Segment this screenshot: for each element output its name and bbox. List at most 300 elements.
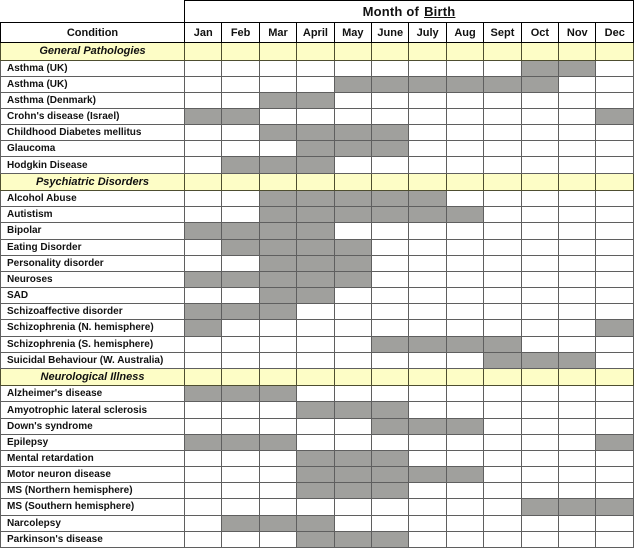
month-cell-sept [484, 418, 521, 434]
month-cell-april-shaded [297, 271, 334, 287]
month-cell-may-shaded [334, 239, 371, 255]
section-cell-sept [484, 43, 521, 61]
month-cell-april-shaded [297, 483, 334, 499]
month-cell-jan [185, 531, 222, 547]
condition-row-motor-neuron-disease [1, 467, 634, 483]
condition-row-autistism [1, 207, 634, 223]
month-cell-feb [222, 141, 259, 157]
condition-label: SAD [1, 288, 185, 304]
month-cell-dec [596, 223, 634, 239]
month-cell-july [409, 92, 446, 108]
month-cell-oct [521, 483, 558, 499]
month-cell-nov [559, 336, 596, 352]
month-cell-oct [521, 336, 558, 352]
section-cell-april [297, 368, 334, 386]
condition-row-alcohol-abuse [1, 191, 634, 207]
month-cell-oct [521, 418, 558, 434]
month-cell-aug [446, 515, 483, 531]
month-header-sept: Sept [484, 23, 521, 43]
month-cell-jan [185, 255, 222, 271]
month-cell-june [372, 239, 409, 255]
month-cell-july [409, 60, 446, 76]
condition-label: Asthma (Denmark) [1, 92, 185, 108]
condition-label: Down's syndrome [1, 418, 185, 434]
month-cell-april-shaded [297, 450, 334, 466]
month-cell-sept [484, 467, 521, 483]
month-cell-april [297, 499, 334, 515]
month-cell-may [334, 60, 371, 76]
month-cell-june [372, 92, 409, 108]
section-cell-may [334, 368, 371, 386]
month-cell-june [372, 60, 409, 76]
month-cell-nov [559, 320, 596, 336]
month-cell-april-shaded [297, 191, 334, 207]
section-cell-mar [259, 43, 296, 61]
month-cell-july [409, 531, 446, 547]
section-cell-july [409, 43, 446, 61]
month-cell-jan-shaded [185, 304, 222, 320]
condition-row-personality-disorder [1, 255, 634, 271]
month-cell-feb-shaded [222, 157, 259, 173]
month-cell-may-shaded [334, 467, 371, 483]
month-header-may: May [334, 23, 371, 43]
month-cell-nov [559, 288, 596, 304]
month-cell-oct [521, 141, 558, 157]
month-cell-april [297, 304, 334, 320]
month-cell-aug [446, 531, 483, 547]
month-cell-aug [446, 271, 483, 287]
month-cell-sept [484, 402, 521, 418]
month-cell-april-shaded [297, 288, 334, 304]
month-cell-june-shaded [372, 125, 409, 141]
month-cell-aug-shaded [446, 467, 483, 483]
month-cell-mar [259, 141, 296, 157]
month-cell-dec [596, 515, 634, 531]
condition-row-schizoaffective-disorder [1, 304, 634, 320]
title-underlined-word: Birth [424, 4, 456, 19]
condition-label: Alcohol Abuse [1, 191, 185, 207]
month-cell-may-shaded [334, 255, 371, 271]
condition-label: Autistism [1, 207, 185, 223]
month-cell-mar [259, 320, 296, 336]
condition-row-amyotrophic-lateral-sclerosis [1, 402, 634, 418]
month-cell-oct [521, 320, 558, 336]
month-cell-june-shaded [372, 483, 409, 499]
month-cell-april-shaded [297, 402, 334, 418]
condition-label: Crohn's disease (Israel) [1, 108, 185, 124]
condition-label: Hodgkin Disease [1, 157, 185, 173]
month-cell-july [409, 223, 446, 239]
month-cell-feb-shaded [222, 304, 259, 320]
section-cell-april [297, 43, 334, 61]
condition-label: Schizophrenia (N. hemisphere) [1, 320, 185, 336]
condition-row-alzheimer-s-disease [1, 386, 634, 402]
month-cell-sept [484, 450, 521, 466]
month-cell-dec [596, 288, 634, 304]
month-cell-april [297, 418, 334, 434]
section-cell-dec [596, 368, 634, 386]
condition-row-down-s-syndrome [1, 418, 634, 434]
month-cell-feb [222, 499, 259, 515]
month-cell-mar-shaded [259, 255, 296, 271]
condition-label: Childhood Diabetes mellitus [1, 125, 185, 141]
month-cell-jan [185, 76, 222, 92]
condition-row-eating-disorder [1, 239, 634, 255]
month-cell-june [372, 515, 409, 531]
month-cell-feb [222, 60, 259, 76]
condition-row-sad [1, 288, 634, 304]
month-cell-may [334, 288, 371, 304]
month-cell-may [334, 515, 371, 531]
month-cell-may-shaded [334, 76, 371, 92]
month-cell-nov [559, 191, 596, 207]
title-row [1, 1, 634, 23]
month-cell-june [372, 108, 409, 124]
month-cell-april [297, 352, 334, 368]
month-cell-feb [222, 125, 259, 141]
month-cell-jan [185, 157, 222, 173]
condition-label: Schizophrenia (S. hemisphere) [1, 336, 185, 352]
month-cell-jan-shaded [185, 223, 222, 239]
month-cell-mar [259, 352, 296, 368]
condition-row-neuroses [1, 271, 634, 287]
month-cell-dec [596, 450, 634, 466]
month-cell-nov-shaded [559, 60, 596, 76]
month-cell-july [409, 499, 446, 515]
month-cell-sept [484, 207, 521, 223]
month-cell-feb [222, 255, 259, 271]
month-cell-nov [559, 157, 596, 173]
month-cell-jan [185, 483, 222, 499]
month-cell-april-shaded [297, 515, 334, 531]
month-cell-april-shaded [297, 207, 334, 223]
month-cell-april [297, 60, 334, 76]
month-header-nov: Nov [559, 23, 596, 43]
section-cell-oct [521, 43, 558, 61]
condition-label: Parkinson's disease [1, 531, 185, 547]
month-cell-april-shaded [297, 125, 334, 141]
month-cell-june-shaded [372, 450, 409, 466]
section-label: General Pathologies [1, 43, 185, 61]
month-cell-june-shaded [372, 418, 409, 434]
month-cell-july [409, 320, 446, 336]
month-cell-jan [185, 191, 222, 207]
month-header-feb: Feb [222, 23, 259, 43]
month-cell-dec [596, 207, 634, 223]
month-cell-sept [484, 288, 521, 304]
month-cell-dec [596, 255, 634, 271]
section-cell-aug [446, 368, 483, 386]
month-cell-jan [185, 336, 222, 352]
month-cell-nov [559, 467, 596, 483]
month-cell-july [409, 304, 446, 320]
month-cell-nov [559, 304, 596, 320]
corner-cell [1, 1, 185, 23]
month-cell-aug [446, 60, 483, 76]
month-cell-jan [185, 418, 222, 434]
month-cell-april [297, 386, 334, 402]
condition-label: Mental retardation [1, 450, 185, 466]
condition-row-asthma-uk [1, 76, 634, 92]
condition-row-suicidal-behaviour-w-australia [1, 352, 634, 368]
section-cell-april [297, 173, 334, 191]
month-cell-mar [259, 467, 296, 483]
month-cell-june-shaded [372, 467, 409, 483]
month-cell-mar [259, 499, 296, 515]
month-cell-sept [484, 255, 521, 271]
month-cell-aug-shaded [446, 207, 483, 223]
month-cell-oct [521, 239, 558, 255]
section-cell-jan [185, 173, 222, 191]
section-cell-aug [446, 173, 483, 191]
month-cell-may-shaded [334, 483, 371, 499]
month-cell-jan [185, 207, 222, 223]
month-cell-aug [446, 239, 483, 255]
month-cell-aug [446, 402, 483, 418]
month-cell-oct [521, 402, 558, 418]
month-cell-aug [446, 191, 483, 207]
month-cell-july [409, 108, 446, 124]
month-cell-oct [521, 531, 558, 547]
month-cell-oct [521, 207, 558, 223]
month-cell-july [409, 434, 446, 450]
month-cell-oct [521, 386, 558, 402]
month-cell-jan [185, 125, 222, 141]
month-cell-dec-shaded [596, 499, 634, 515]
month-header-dec: Dec [596, 23, 634, 43]
month-cell-nov [559, 239, 596, 255]
month-header-june: June [372, 23, 409, 43]
month-cell-oct [521, 271, 558, 287]
month-cell-nov [559, 255, 596, 271]
condition-label: Personality disorder [1, 255, 185, 271]
month-cell-feb-shaded [222, 239, 259, 255]
month-cell-jan [185, 515, 222, 531]
month-cell-may [334, 108, 371, 124]
month-cell-aug [446, 288, 483, 304]
month-cell-aug [446, 499, 483, 515]
month-cell-aug [446, 386, 483, 402]
condition-label: Neuroses [1, 271, 185, 287]
month-cell-may [334, 336, 371, 352]
condition-row-bipolar [1, 223, 634, 239]
month-header-aug: Aug [446, 23, 483, 43]
month-cell-oct [521, 515, 558, 531]
month-cell-july [409, 450, 446, 466]
month-cell-oct [521, 304, 558, 320]
month-cell-nov [559, 207, 596, 223]
month-cell-june [372, 434, 409, 450]
month-cell-sept-shaded [484, 76, 521, 92]
month-cell-july [409, 352, 446, 368]
section-label: Psychiatric Disorders [1, 173, 185, 191]
month-cell-feb [222, 450, 259, 466]
section-cell-july [409, 173, 446, 191]
section-cell-mar [259, 173, 296, 191]
month-cell-jan-shaded [185, 271, 222, 287]
month-cell-feb [222, 320, 259, 336]
month-cell-feb [222, 483, 259, 499]
month-cell-sept [484, 125, 521, 141]
month-cell-july [409, 239, 446, 255]
month-cell-sept [484, 434, 521, 450]
month-cell-mar-shaded [259, 157, 296, 173]
condition-row-asthma-denmark [1, 92, 634, 108]
month-cell-dec [596, 336, 634, 352]
month-cell-nov [559, 271, 596, 287]
month-cell-july [409, 288, 446, 304]
month-cell-aug [446, 108, 483, 124]
month-cell-may-shaded [334, 207, 371, 223]
month-cell-july [409, 141, 446, 157]
month-cell-aug [446, 304, 483, 320]
month-cell-nov [559, 483, 596, 499]
month-cell-sept [484, 108, 521, 124]
month-cell-april-shaded [297, 141, 334, 157]
section-cell-sept [484, 368, 521, 386]
month-cell-july-shaded [409, 207, 446, 223]
month-cell-june-shaded [372, 141, 409, 157]
month-cell-june-shaded [372, 76, 409, 92]
month-cell-jan [185, 92, 222, 108]
month-cell-july-shaded [409, 76, 446, 92]
month-cell-feb [222, 191, 259, 207]
section-cell-feb [222, 368, 259, 386]
month-cell-feb-shaded [222, 434, 259, 450]
section-cell-aug [446, 43, 483, 61]
month-cell-june [372, 157, 409, 173]
month-cell-may [334, 223, 371, 239]
month-cell-sept-shaded [484, 336, 521, 352]
month-cell-nov [559, 108, 596, 124]
month-cell-mar-shaded [259, 434, 296, 450]
condition-row-ms-southern-hemisphere [1, 499, 634, 515]
month-header-july: July [409, 23, 446, 43]
month-cell-may [334, 92, 371, 108]
month-cell-feb [222, 467, 259, 483]
month-cell-june [372, 352, 409, 368]
month-cell-aug [446, 125, 483, 141]
month-cell-may-shaded [334, 141, 371, 157]
month-cell-sept-shaded [484, 352, 521, 368]
month-cell-sept [484, 531, 521, 547]
month-cell-nov [559, 223, 596, 239]
section-cell-mar [259, 368, 296, 386]
month-cell-feb [222, 402, 259, 418]
month-cell-july-shaded [409, 336, 446, 352]
month-cell-mar-shaded [259, 288, 296, 304]
section-cell-dec [596, 173, 634, 191]
month-cell-dec [596, 271, 634, 287]
month-cell-may [334, 320, 371, 336]
month-cell-oct [521, 450, 558, 466]
month-cell-aug [446, 352, 483, 368]
month-cell-feb [222, 288, 259, 304]
month-cell-dec-shaded [596, 320, 634, 336]
month-cell-mar [259, 108, 296, 124]
month-cell-oct [521, 92, 558, 108]
condition-label: Bipolar [1, 223, 185, 239]
month-cell-jan [185, 288, 222, 304]
condition-row-epilepsy [1, 434, 634, 450]
condition-row-schizophrenia-s-hemisphere [1, 336, 634, 352]
condition-label: Asthma (UK) [1, 76, 185, 92]
month-cell-june [372, 320, 409, 336]
month-cell-mar [259, 531, 296, 547]
month-cell-july [409, 255, 446, 271]
month-cell-oct [521, 125, 558, 141]
month-cell-april-shaded [297, 467, 334, 483]
month-cell-april-shaded [297, 531, 334, 547]
month-cell-june [372, 255, 409, 271]
month-cell-april [297, 336, 334, 352]
month-cell-nov [559, 402, 596, 418]
month-cell-oct [521, 255, 558, 271]
section-row-psychiatric-disorders [1, 173, 634, 191]
month-cell-mar-shaded [259, 125, 296, 141]
month-cell-june-shaded [372, 402, 409, 418]
month-cell-sept [484, 320, 521, 336]
month-cell-sept [484, 191, 521, 207]
month-cell-april-shaded [297, 92, 334, 108]
month-cell-oct [521, 288, 558, 304]
month-cell-feb-shaded [222, 386, 259, 402]
month-cell-nov [559, 141, 596, 157]
month-cell-oct-shaded [521, 499, 558, 515]
month-cell-mar [259, 483, 296, 499]
month-cell-april [297, 320, 334, 336]
month-cell-may [334, 499, 371, 515]
month-cell-sept [484, 141, 521, 157]
month-cell-jan [185, 141, 222, 157]
month-cell-feb-shaded [222, 223, 259, 239]
month-cell-june [372, 304, 409, 320]
month-header-jan: Jan [185, 23, 222, 43]
month-cell-may [334, 434, 371, 450]
month-header-mar: Mar [259, 23, 296, 43]
section-cell-sept [484, 173, 521, 191]
month-cell-july-shaded [409, 418, 446, 434]
month-cell-feb [222, 92, 259, 108]
section-cell-july [409, 368, 446, 386]
month-cell-oct [521, 108, 558, 124]
month-cell-july [409, 515, 446, 531]
month-cell-sept [484, 499, 521, 515]
month-cell-aug [446, 92, 483, 108]
condition-label: Suicidal Behaviour (W. Australia) [1, 352, 185, 368]
month-cell-july [409, 157, 446, 173]
section-cell-june [372, 43, 409, 61]
month-cell-april-shaded [297, 223, 334, 239]
condition-label: Glaucoma [1, 141, 185, 157]
month-cell-sept [484, 92, 521, 108]
month-cell-may [334, 352, 371, 368]
section-cell-nov [559, 173, 596, 191]
month-cell-jan-shaded [185, 108, 222, 124]
month-cell-jan-shaded [185, 320, 222, 336]
section-cell-dec [596, 43, 634, 61]
month-cell-july [409, 125, 446, 141]
month-cell-mar-shaded [259, 207, 296, 223]
month-cell-nov [559, 76, 596, 92]
month-cell-aug [446, 320, 483, 336]
month-cell-feb [222, 76, 259, 92]
condition-row-crohn-s-disease-israel [1, 108, 634, 124]
month-cell-june-shaded [372, 531, 409, 547]
month-cell-aug [446, 483, 483, 499]
month-cell-april [297, 76, 334, 92]
month-cell-jan-shaded [185, 386, 222, 402]
